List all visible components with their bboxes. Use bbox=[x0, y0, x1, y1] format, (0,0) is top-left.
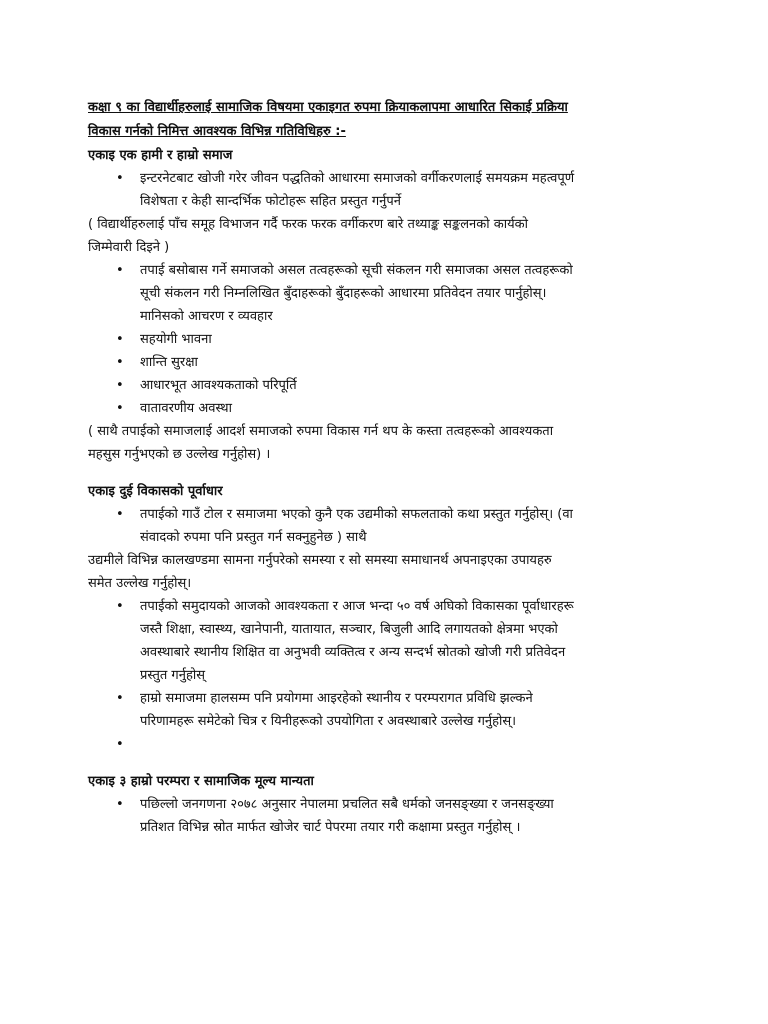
bullet-icon: • bbox=[116, 599, 124, 614]
list-item bbox=[88, 793, 688, 839]
bullet-icon: • bbox=[116, 355, 124, 370]
list-item-text: आधारभूत आवश्यकताको परिपूर्ति bbox=[140, 378, 297, 393]
paragraph-line: जिम्मेवारी दिइने ) bbox=[88, 240, 170, 255]
unit1-title: एकाइ एक हामी र हाम्रो समाज bbox=[88, 148, 233, 163]
paragraph-line: महसुस गर्नुभएको छ उल्लेख गर्नुहोस) । bbox=[88, 447, 271, 462]
list-item-text: प्रस्तुत गर्नुहोस् bbox=[140, 668, 205, 683]
unit3-list bbox=[88, 793, 688, 839]
bullet-icon: • bbox=[116, 507, 124, 522]
paragraph-line: उद्यमीले विभिन्न कालखण्डमा सामना गर्नुपरेको समस्या र सो समस्या समाधानर्थ अपनाइएका उपायहरु bbox=[88, 553, 552, 568]
list-item-text: तपाईको समुदायको आजको आवश्यकता र आज भन्दा ५० वर्ष अघिको विकासका पूर्वाधारहरू bbox=[140, 599, 574, 614]
list-item-text: इन्टरनेटबाट खोजी गरेर जीवन पद्धतिको आधारमा समाजको वर्गीकरणलाई समयक्रम महत्वपूर्ण bbox=[140, 171, 575, 186]
list-item bbox=[88, 167, 688, 213]
list-item bbox=[88, 687, 688, 733]
list-item-text: विशेषता र केही सान्दर्भिक फोटोहरू सहित प्रस्तुत गर्नुपर्ने bbox=[140, 194, 401, 209]
list-item-text: परिणामहरू समेटेको चित्र र यिनीहरूको उपयोगिता र अवस्थाबारे उल्लेख गर्नुहोस्। bbox=[140, 714, 517, 729]
list-item-text: जस्तै शिक्षा, स्वास्थ्य, खानेपानी, यातायात, सञ्चार, बिजुली आदि लगायतको क्षेत्रमा भएको bbox=[140, 622, 558, 637]
list-item bbox=[88, 328, 688, 351]
heading-line: विकास गर्नको निमित्त आवश्यक विभिन्न गतिविधिहरु :- bbox=[88, 124, 346, 139]
list-item-text: संवादको रुपमा पनि प्रस्तुत गर्न सक्नुहुनेछ ) साथै bbox=[140, 530, 367, 545]
unit3-title: एकाइ ३ हाम्रो परम्परा र सामाजिक मूल्य मान्यता bbox=[88, 774, 314, 789]
unit1-note bbox=[88, 213, 688, 259]
list-item-text: मानिसको आचरण र व्यवहार bbox=[140, 309, 273, 324]
paragraph-line: समेत उल्लेख गर्नुहोस्। bbox=[88, 576, 192, 591]
list-item-text: शान्ति सुरक्षा bbox=[140, 355, 198, 370]
heading-line: कक्षा ९ का विद्यार्थीहरुलाई सामाजिक विषयमा एकाइगत रुपमा क्रियाकलापमा आधारित सिकाई प्रक्रिया bbox=[88, 100, 568, 115]
list-item-text: प्रतिशत विभिन्न स्रोत मार्फत खोजेर चार्ट पेपरमा तयार गरी कक्षामा प्रस्तुत गर्नुहोस् । bbox=[140, 820, 521, 835]
paragraph-line: ( साथै तपाईको समाजलाई आदर्श समाजको रुपमा विकास गर्न थप के कस्ता तत्वहरूको आवश्यकता bbox=[88, 424, 554, 439]
unit1-list-2 bbox=[88, 259, 688, 420]
list-item-text: सूची संकलन गरी निम्नलिखित बुँदाहरूको बुँदाहरूको आधारमा प्रतिवेदन तयार पार्नुहोस्। bbox=[140, 286, 547, 301]
list-item-text: तपाई बसोबास गर्ने समाजको असल तत्वहरूको सूची संकलन गरी समाजका असल तत्वहरूको bbox=[140, 263, 573, 278]
unit1-closing bbox=[88, 420, 688, 466]
bullet-icon: • bbox=[116, 332, 124, 347]
bullet-icon: • bbox=[116, 401, 124, 416]
list-item-text: वातावरणीय अवस्था bbox=[140, 401, 232, 416]
document-page bbox=[88, 96, 688, 839]
list-item-text: तपाईको गाउँ टोल र समाजमा भएको कुनै एक उद्यमीको सफलताको कथा प्रस्तुत गर्नुहोस्। (वा bbox=[140, 507, 573, 522]
unit1-list bbox=[88, 167, 688, 213]
list-item bbox=[88, 351, 688, 374]
document-heading bbox=[88, 96, 688, 144]
list-item bbox=[88, 595, 688, 687]
bullet-icon: • bbox=[116, 797, 124, 812]
bullet-icon: • bbox=[116, 691, 124, 706]
unit2-list-2 bbox=[88, 595, 688, 756]
list-item-text: सहयोगी भावना bbox=[140, 332, 212, 347]
list-item-text: पछिल्लो जनगणना २०७८ अनुसार नेपालमा प्रचलित सबै धर्मको जनसङ्ख्या र जनसङ्ख्या bbox=[140, 797, 554, 812]
bullet-icon: • bbox=[116, 263, 124, 278]
list-item-empty bbox=[88, 733, 688, 756]
list-item bbox=[88, 503, 688, 549]
list-item bbox=[88, 397, 688, 420]
list-item bbox=[88, 374, 688, 397]
bullet-icon: • bbox=[116, 171, 124, 186]
paragraph-line: ( विद्यार्थीहरुलाई पाँच समूह विभाजन गर्दै फरक फरक वर्गीकरण बारे तथ्याङ्क सङ्कलनको कार्यको bbox=[88, 217, 528, 232]
bullet-icon: • bbox=[116, 378, 124, 393]
unit2-title: एकाइ दुई विकासको पूर्वाधार bbox=[88, 484, 223, 499]
list-item bbox=[88, 259, 688, 328]
unit2-list bbox=[88, 503, 688, 549]
list-item-text bbox=[140, 733, 688, 756]
list-item-text: हाम्रो समाजमा हालसम्म पनि प्रयोगमा आइरहेको स्थानीय र परम्परागत प्रविधि झल्कने bbox=[140, 691, 533, 706]
unit2-note bbox=[88, 549, 688, 595]
bullet-icon: • bbox=[116, 737, 124, 752]
list-item-text: अवस्थाबारे स्थानीय शिक्षित वा अनुभवी व्यक्तित्व र अन्य सन्दर्भ स्रोतको खोजी गरी प्रतिवेदन bbox=[140, 645, 566, 660]
